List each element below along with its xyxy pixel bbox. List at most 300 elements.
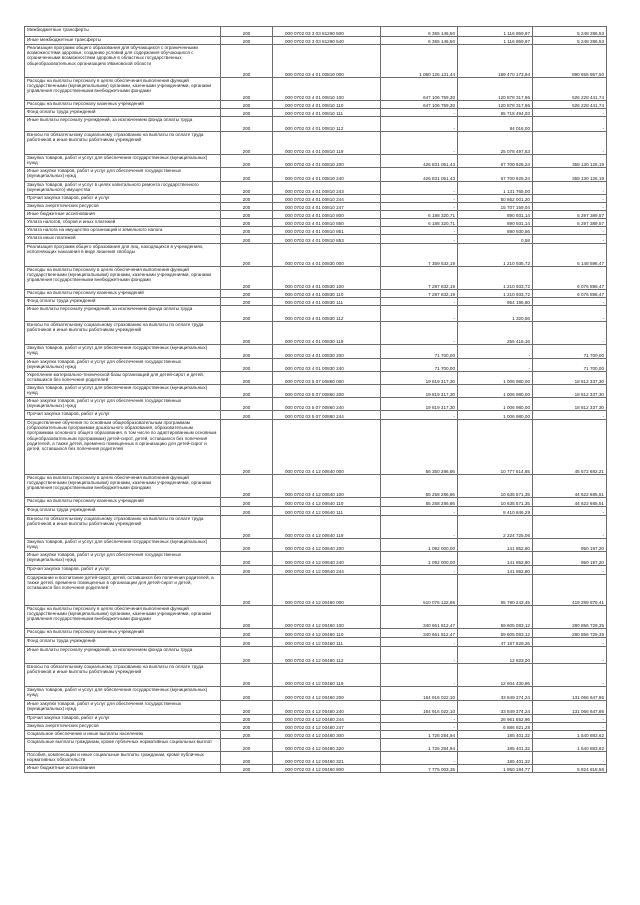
row-approved-amount: 426 831 051,43: [381, 168, 458, 182]
row-description: Расходы на выплаты персоналу в целях обеспечения выполнения функций государственными (муниципальными) органами, казенными учреждениями, органами управления государственными внебюджетными фондами: [25, 606, 221, 629]
row-description: Уплата налогов, сборов и иных платежей: [25, 219, 221, 227]
row-description: Фонд оплаты труда учреждений: [25, 638, 221, 647]
row-approved-amount: 7 287 832,19: [381, 290, 458, 298]
row-executed-amount: 1 950 184,77: [458, 765, 533, 773]
row-budget-classification-code: 000 0702 03 4 12 00640 111: [273, 507, 381, 516]
row-budget-classification-code: 000 0702 03 5 07 00860 000: [273, 372, 381, 385]
row-description: Уплата налога на имущество организаций и земельного налога: [25, 227, 221, 235]
row-approved-amount: 1 726 284,94: [381, 739, 458, 752]
row-unexecuted-amount: -: [533, 109, 607, 117]
row-executed-amount: 141 852,80: [458, 552, 533, 566]
row-description: Уплата иных платежей: [25, 235, 221, 244]
table-row: [25, 168, 607, 182]
row-description: Расходы на выплаты персоналу в целях обеспечения выполнения функций государственными (муниципальными) органами, казенными учреждениями, органами управления государственными внебюджетными фондами: [25, 475, 221, 498]
row-unexecuted-amount: -: [533, 752, 607, 765]
row-unexecuted-amount: 71 700,00: [533, 345, 607, 359]
row-unexecuted-amount: 6 076 898,47: [533, 267, 607, 290]
row-line-code: 200: [221, 168, 273, 182]
row-unexecuted-amount: 44 622 685,51: [533, 498, 607, 507]
row-approved-amount: 1 060 126 131,44: [381, 45, 458, 78]
table-row: [25, 109, 607, 117]
row-budget-classification-code: 000 0702 03 4 01 00810 247: [273, 203, 381, 211]
row-approved-amount: -: [381, 306, 458, 322]
row-unexecuted-amount: 18 812 337,30: [533, 372, 607, 385]
row-executed-amount: 26 961 552,96: [458, 715, 533, 723]
row-budget-classification-code: 000 0702 03 4 12 00460 321: [273, 752, 381, 765]
table-row: [25, 411, 607, 420]
row-executed-amount: 47 187 829,26: [458, 638, 533, 647]
row-description: Расходы на выплаты персоналу казенных учреждений: [25, 101, 221, 109]
row-approved-amount: -: [381, 322, 458, 345]
row-unexecuted-amount: -: [533, 117, 607, 132]
row-executed-amount: 954 196,80: [458, 298, 533, 306]
row-budget-classification-code: 000 0702 03 4 01 00810 111: [273, 109, 381, 117]
row-executed-amount: 1 210 933,72: [458, 290, 533, 298]
row-line-code: 200: [221, 566, 273, 575]
row-approved-amount: 7 775 003,35: [381, 765, 458, 773]
row-line-code: 200: [221, 244, 273, 267]
row-description: Пособия, компенсации и иные социальные выплаты гражданам, кроме публичных нормативных обязательств: [25, 752, 221, 765]
table-row: [25, 701, 607, 715]
row-budget-classification-code: 000 0702 03 4 01 00830 119: [273, 322, 381, 345]
table-row: [25, 566, 607, 575]
row-approved-amount: -: [381, 715, 458, 723]
row-line-code: 200: [221, 78, 273, 101]
table-row: [25, 235, 607, 244]
row-unexecuted-amount: 419 289 879,41: [533, 575, 607, 606]
row-unexecuted-amount: 71 700,00: [533, 359, 607, 372]
row-line-code: 200: [221, 195, 273, 203]
row-line-code: 200: [221, 322, 273, 345]
row-line-code: 200: [221, 731, 273, 739]
row-approved-amount: 71 700,00: [381, 359, 458, 372]
row-unexecuted-amount: -: [533, 235, 607, 244]
row-executed-amount: 95 780 243,45: [458, 575, 533, 606]
row-description: Расходы на выплаты персоналу казенных учреждений: [25, 290, 221, 298]
row-line-code: 200: [221, 638, 273, 647]
row-description: Закупка энергетических ресурсов: [25, 723, 221, 731]
row-approved-amount: 6 188 320,71: [381, 219, 458, 227]
table-row: [25, 211, 607, 219]
row-budget-classification-code: 000 0702 03 4 01 00830 000: [273, 244, 381, 267]
table-row: [25, 739, 607, 752]
row-line-code: 200: [221, 290, 273, 298]
row-executed-amount: 1 131 765,00: [458, 182, 533, 195]
row-executed-amount: 15 707 159,04: [458, 203, 533, 211]
row-line-code: 200: [221, 575, 273, 606]
row-approved-amount: -: [381, 235, 458, 244]
row-budget-classification-code: 000 0702 03 4 12 00640 244: [273, 566, 381, 575]
table-row: [25, 606, 607, 629]
row-unexecuted-amount: 131 066 647,86: [533, 687, 607, 701]
row-description: Фонд оплаты труда учреждений: [25, 298, 221, 306]
row-description: Социальное обеспечение и иные выплаты населению: [25, 731, 221, 739]
row-budget-classification-code: 000 0702 03 4 12 00460 110: [273, 629, 381, 638]
row-budget-classification-code: 000 0702 03 4 12 00460 111: [273, 638, 381, 647]
row-line-code: 200: [221, 723, 273, 731]
row-description: Прочая закупка товаров, работ и услуг: [25, 715, 221, 723]
row-line-code: 200: [221, 498, 273, 507]
row-approved-amount: -: [381, 117, 458, 132]
row-budget-classification-code: 000 0702 03 4 12 00460 244: [273, 715, 381, 723]
row-unexecuted-amount: 280 856 729,35: [533, 606, 607, 629]
row-approved-amount: 647 106 759,30: [381, 101, 458, 109]
row-executed-amount: 141 852,80: [458, 566, 533, 575]
row-approved-amount: 7 287 832,19: [381, 267, 458, 290]
row-approved-amount: 19 819 317,30: [381, 372, 458, 385]
row-description: Закупка товаров, работ и услуг для обеспечения государственных (муниципальных) нужд: [25, 687, 221, 701]
row-approved-amount: 19 819 317,30: [381, 398, 458, 411]
row-line-code: 200: [221, 203, 273, 211]
row-line-code: 200: [221, 306, 273, 322]
row-approved-amount: 510 076 122,86: [381, 575, 458, 606]
row-line-code: 200: [221, 629, 273, 638]
row-description: Взносы по обязательному социальному страхованию на выплаты по оплате труда работников и иные выплаты работникам учреждений: [25, 664, 221, 687]
row-executed-amount: 50 862 001,20: [458, 195, 533, 203]
row-budget-classification-code: 000 0702 03 4 12 00460 119: [273, 664, 381, 687]
row-line-code: 200: [221, 298, 273, 306]
row-budget-classification-code: 000 0702 03 4 12 00460 800: [273, 765, 381, 773]
row-budget-classification-code: 000 0702 03 3 03 81290 500: [273, 27, 381, 37]
row-budget-classification-code: 000 0702 03 5 07 00860 240: [273, 398, 381, 411]
row-executed-amount: 25 078 497,53: [458, 132, 533, 155]
row-line-code: 200: [221, 345, 273, 359]
row-unexecuted-amount: 5 824 818,58: [533, 765, 607, 773]
row-executed-amount: 890 930,56: [458, 227, 533, 235]
row-approved-amount: 340 661 812,47: [381, 629, 458, 638]
table-row: [25, 117, 607, 132]
row-description: Социальные выплаты гражданам, кроме публичных нормативных социальных выплат: [25, 739, 221, 752]
row-budget-classification-code: 000 0702 03 4 01 00810 853: [273, 235, 381, 244]
row-approved-amount: -: [381, 195, 458, 203]
row-unexecuted-amount: 5 297 389,57: [533, 219, 607, 227]
row-executed-amount: 10 777 614,65: [458, 420, 533, 475]
table-row: [25, 267, 607, 290]
row-budget-classification-code: 000 0702 03 4 12 00460 100: [273, 606, 381, 629]
row-line-code: 200: [221, 211, 273, 219]
row-executed-amount: 2 224 725,06: [458, 516, 533, 539]
row-approved-amount: -: [381, 132, 458, 155]
row-description: Иные закупки товаров, работ и услуг для обеспечения государственных (муниципальных) нужд: [25, 552, 221, 566]
table-row: [25, 507, 607, 516]
row-approved-amount: -: [381, 638, 458, 647]
row-executed-amount: 0,58: [458, 235, 533, 244]
row-description: Иные закупки товаров, работ и услуг для обеспечения государственных (муниципальных) нужд: [25, 701, 221, 715]
row-unexecuted-amount: 950 197,20: [533, 539, 607, 552]
row-budget-classification-code: 000 0702 03 4 01 00830 240: [273, 359, 381, 372]
table-row: [25, 539, 607, 552]
row-executed-amount: 1 006 980,00: [458, 372, 533, 385]
row-executed-amount: 141 852,80: [458, 539, 533, 552]
row-line-code: 200: [221, 664, 273, 687]
row-budget-classification-code: 000 0702 03 4 01 00810 240: [273, 168, 381, 182]
table-row: [25, 575, 607, 606]
row-budget-classification-code: 000 0702 03 4 01 00810 850: [273, 219, 381, 227]
row-approved-amount: 1 092 000,00: [381, 539, 458, 552]
row-budget-classification-code: 000 0702 03 4 01 00830 112: [273, 306, 381, 322]
row-approved-amount: -: [381, 752, 458, 765]
row-approved-amount: 55 258 286,86: [381, 498, 458, 507]
row-budget-classification-code: 000 0702 03 4 12 00640 100: [273, 475, 381, 498]
row-line-code: 200: [221, 647, 273, 664]
row-approved-amount: 56 350 286,86: [381, 420, 458, 475]
row-budget-classification-code: 000 0702 03 4 01 00830 110: [273, 290, 381, 298]
row-unexecuted-amount: 950 197,20: [533, 552, 607, 566]
table-row: [25, 372, 607, 385]
row-description: Прочая закупка товаров, работ и услуг: [25, 195, 221, 203]
table-row: [25, 132, 607, 155]
row-budget-classification-code: 000 0702 03 4 01 00810 000: [273, 45, 381, 78]
row-approved-amount: 19 819 317,30: [381, 385, 458, 398]
row-budget-classification-code: 000 0702 03 4 12 00460 112: [273, 647, 381, 664]
row-description: Межбюджетные трансферты: [25, 27, 221, 37]
row-description: Расходы на выплаты персоналу казенных учреждений: [25, 498, 221, 507]
row-executed-amount: 185 401,32: [458, 731, 533, 739]
row-executed-amount: 10 635 571,35: [458, 498, 533, 507]
row-line-code: 200: [221, 475, 273, 498]
row-executed-amount: 67 700 925,24: [458, 155, 533, 168]
row-unexecuted-amount: -: [533, 516, 607, 539]
row-approved-amount: 164 916 022,10: [381, 687, 458, 701]
row-executed-amount: 1 210 933,72: [458, 267, 533, 290]
row-line-code: 200: [221, 715, 273, 723]
table-row: [25, 398, 607, 411]
table-row: [25, 629, 607, 638]
row-unexecuted-amount: 890 655 957,50: [533, 45, 607, 78]
row-budget-classification-code: 000 0702 03 4 01 00810 200: [273, 155, 381, 168]
row-budget-classification-code: 000 0702 03 4 01 00830 100: [273, 267, 381, 290]
row-unexecuted-amount: 5 297 389,57: [533, 211, 607, 219]
row-line-code: 200: [221, 539, 273, 552]
table-row: [25, 647, 607, 664]
table-row: [25, 723, 607, 731]
row-approved-amount: 6 365 146,50: [381, 27, 458, 37]
row-budget-classification-code: 000 0702 03 4 01 00810 100: [273, 78, 381, 101]
row-budget-classification-code: 000 0702 03 4 01 00830 200: [273, 345, 381, 359]
row-unexecuted-amount: -: [533, 664, 607, 687]
row-unexecuted-amount: 280 856 729,35: [533, 629, 607, 638]
row-description: Прочая закупка товаров, работ и услуг: [25, 566, 221, 575]
row-unexecuted-amount: -: [533, 298, 607, 306]
row-line-code: 200: [221, 398, 273, 411]
row-approved-amount: 6 188 320,71: [381, 211, 458, 219]
row-unexecuted-amount: -: [533, 306, 607, 322]
row-line-code: 200: [221, 411, 273, 420]
row-approved-amount: -: [381, 109, 458, 117]
row-description: Иные межбюджетные трансферты: [25, 37, 221, 45]
row-budget-classification-code: 000 0702 03 4 01 00810 244: [273, 195, 381, 203]
row-line-code: 200: [221, 155, 273, 168]
row-executed-amount: 10 635 571,35: [458, 475, 533, 498]
table-row: [25, 45, 607, 78]
row-unexecuted-amount: -: [533, 411, 607, 420]
row-approved-amount: 71 700,00: [381, 345, 458, 359]
row-description: Фонд оплаты труда учреждений: [25, 109, 221, 117]
row-unexecuted-amount: 1 540 883,62: [533, 739, 607, 752]
table-row: [25, 687, 607, 701]
row-line-code: 200: [221, 132, 273, 155]
row-unexecuted-amount: 131 066 647,86: [533, 701, 607, 715]
row-line-code: 200: [221, 109, 273, 117]
table-row: [25, 37, 607, 45]
row-unexecuted-amount: -: [533, 203, 607, 211]
row-executed-amount: 12 604 430,86: [458, 664, 533, 687]
row-description: Закупка товаров, работ и услуг для обеспечения государственных (муниципальных) нужд: [25, 345, 221, 359]
row-description: Осуществление обучения по основным общеобразовательным программам (образовательным программам дошкольного образования, образовательным программам основного общего образования, в том числе по адаптированным основным общеобразовательным программам) детей-сирот, детей, оставшихся без попечения родителей, а также детей, временно помещенных в организацию для детей-сирот и детей, оставшихся без попечения родителей: [25, 420, 221, 475]
row-budget-classification-code: 000 0702 03 4 01 00810 119: [273, 132, 381, 155]
table-row: [25, 552, 607, 566]
row-description: Иные выплаты персоналу учреждений, за исключением фонда оплаты труда: [25, 117, 221, 132]
row-budget-classification-code: 000 0702 03 4 12 00640 200: [273, 539, 381, 552]
row-executed-amount: 84 016,00: [458, 117, 533, 132]
row-budget-classification-code: 000 0702 03 4 01 00810 243: [273, 182, 381, 195]
row-executed-amount: 59 605 083,12: [458, 606, 533, 629]
row-line-code: 200: [221, 507, 273, 516]
row-description: Реализация программ общего образования для лиц, находящихся в учреждениях, исполняющих наказания в виде лишения свободы: [25, 244, 221, 267]
row-executed-amount: 189 470 173,94: [458, 45, 533, 78]
row-description: Укрепление материально-технической базы организаций для детей-сирот и детей, оставшихся без попечения родителей: [25, 372, 221, 385]
row-approved-amount: -: [381, 664, 458, 687]
row-unexecuted-amount: -: [533, 723, 607, 731]
row-line-code: 200: [221, 267, 273, 290]
row-description: Расходы на выплаты персоналу казенных учреждений: [25, 629, 221, 638]
row-approved-amount: -: [381, 203, 458, 211]
row-description: Взносы по обязательному социальному страхованию на выплаты по оплате труда работников и иные выплаты работникам учреждений: [25, 516, 221, 539]
row-approved-amount: -: [381, 182, 458, 195]
row-budget-classification-code: 000 0702 03 3 03 81290 540: [273, 37, 381, 45]
row-approved-amount: 55 258 286,86: [381, 475, 458, 498]
row-description: Закупка товаров, работ и услуг в целях капитального ремонта государственного (муниципального) имущества: [25, 182, 221, 195]
row-executed-amount: -: [458, 359, 533, 372]
row-executed-amount: 1 320,56: [458, 306, 533, 322]
row-budget-classification-code: 000 0702 03 4 01 00810 110: [273, 101, 381, 109]
row-unexecuted-amount: 1 540 883,62: [533, 731, 607, 739]
row-description: Иные выплаты персоналу учреждений, за исключением фонда оплаты труда: [25, 306, 221, 322]
row-budget-classification-code: 000 0702 03 4 01 00810 851: [273, 227, 381, 235]
row-line-code: 200: [221, 227, 273, 235]
row-executed-amount: 33 849 374,24: [458, 701, 533, 715]
row-approved-amount: -: [381, 298, 458, 306]
row-budget-classification-code: 000 0702 03 4 12 00460 200: [273, 687, 381, 701]
row-approved-amount: 1 726 284,94: [381, 731, 458, 739]
row-executed-amount: 1 210 935,72: [458, 244, 533, 267]
row-unexecuted-amount: -: [533, 715, 607, 723]
row-unexecuted-amount: 5 248 286,53: [533, 37, 607, 45]
row-line-code: 200: [221, 552, 273, 566]
table-row: [25, 322, 607, 345]
row-executed-amount: 120 878 317,86: [458, 78, 533, 101]
row-line-code: 200: [221, 219, 273, 227]
table-row: [25, 715, 607, 723]
table-row: [25, 385, 607, 398]
row-unexecuted-amount: 359 130 126,19: [533, 155, 607, 168]
row-line-code: 200: [221, 182, 273, 195]
row-budget-classification-code: 000 0702 03 4 12 00460 320: [273, 739, 381, 752]
row-line-code: 200: [221, 752, 273, 765]
row-description: Прочая закупка товаров, работ и услуг: [25, 411, 221, 420]
row-line-code: 200: [221, 385, 273, 398]
row-unexecuted-amount: -: [533, 182, 607, 195]
row-unexecuted-amount: -: [533, 227, 607, 235]
table-row: [25, 27, 607, 37]
row-line-code: 200: [221, 739, 273, 752]
row-unexecuted-amount: -: [533, 322, 607, 345]
row-description: Расходы на выплаты персоналу в целях обеспечения выполнения функций государственными (муниципальными) органами, казенными учреждениями, органами управления государственными внебюджетными фондами: [25, 267, 221, 290]
row-executed-amount: 1 006 980,00: [458, 398, 533, 411]
row-executed-amount: 59 605 083,12: [458, 629, 533, 638]
row-executed-amount: 1 116 859,97: [458, 27, 533, 37]
table-row: [25, 244, 607, 267]
table-row: [25, 290, 607, 298]
row-line-code: 200: [221, 606, 273, 629]
row-unexecuted-amount: -: [533, 647, 607, 664]
row-approved-amount: -: [381, 516, 458, 539]
row-budget-classification-code: 000 0702 03 4 12 00460 240: [273, 701, 381, 715]
row-description: Закупка товаров, работ и услуг для обеспечения государственных (муниципальных) нужд: [25, 155, 221, 168]
row-executed-amount: 67 700 925,24: [458, 168, 533, 182]
row-description: Иные выплаты персоналу учреждений, за исключением фонда оплаты труда: [25, 647, 221, 664]
row-line-code: 200: [221, 117, 273, 132]
table-row: [25, 78, 607, 101]
row-budget-classification-code: 000 0702 03 4 01 00810 112: [273, 117, 381, 132]
row-line-code: 200: [221, 27, 273, 37]
table-row: [25, 203, 607, 211]
row-unexecuted-amount: 45 572 682,21: [533, 420, 607, 475]
row-line-code: 200: [221, 45, 273, 78]
row-line-code: 200: [221, 516, 273, 539]
row-approved-amount: 164 916 022,10: [381, 701, 458, 715]
table-row: [25, 752, 607, 765]
row-unexecuted-amount: 6 148 596,47: [533, 244, 607, 267]
table-row: [25, 475, 607, 498]
row-executed-amount: 6 886 821,28: [458, 723, 533, 731]
row-line-code: 200: [221, 687, 273, 701]
row-executed-amount: 1 006 980,00: [458, 385, 533, 398]
row-approved-amount: 340 661 812,47: [381, 606, 458, 629]
row-unexecuted-amount: 526 228 441,74: [533, 78, 607, 101]
row-unexecuted-amount: -: [533, 566, 607, 575]
row-approved-amount: -: [381, 723, 458, 731]
row-executed-amount: 8 410 846,29: [458, 507, 533, 516]
row-budget-classification-code: 000 0702 03 4 12 00640 119: [273, 516, 381, 539]
table-row: [25, 345, 607, 359]
row-approved-amount: -: [381, 507, 458, 516]
table-row: [25, 638, 607, 647]
row-unexecuted-amount: 526 228 441,74: [533, 101, 607, 109]
row-unexecuted-amount: -: [533, 507, 607, 516]
table-body: [25, 27, 607, 773]
row-budget-classification-code: 000 0702 03 4 12 00460 000: [273, 575, 381, 606]
row-line-code: 200: [221, 765, 273, 773]
table-row: [25, 359, 607, 372]
row-approved-amount: 647 106 759,30: [381, 78, 458, 101]
row-line-code: 200: [221, 359, 273, 372]
row-executed-amount: -: [458, 345, 533, 359]
row-description: Иные бюджетные ассигнования: [25, 765, 221, 773]
row-executed-amount: 95 718 494,03: [458, 109, 533, 117]
row-unexecuted-amount: -: [533, 195, 607, 203]
row-executed-amount: 1 006 980,00: [458, 411, 533, 420]
row-description: Содержание и воспитание детей-сирот, детей, оставшихся без попечения родителей, а также детей, временно помещенных в организации для детей-сирот и детей, оставшихся без попечения родителей: [25, 575, 221, 606]
row-line-code: 200: [221, 420, 273, 475]
row-description: Закупка товаров, работ и услуг для обеспечения государственных (муниципальных) нужд: [25, 385, 221, 398]
row-executed-amount: 120 878 317,86: [458, 101, 533, 109]
row-description: Взносы по обязательному социальному страхованию на выплаты по оплате труда работников и иные выплаты работникам учреждений: [25, 132, 221, 155]
row-description: Расходы на выплаты персоналу в целях обеспечения выполнения функций государственными (муниципальными) органами, казенными учреждениями, органами управления государственными внебюджетными фондами: [25, 78, 221, 101]
budget-execution-table: [24, 26, 607, 773]
row-executed-amount: 1 116 859,97: [458, 37, 533, 45]
table-row: [25, 420, 607, 475]
